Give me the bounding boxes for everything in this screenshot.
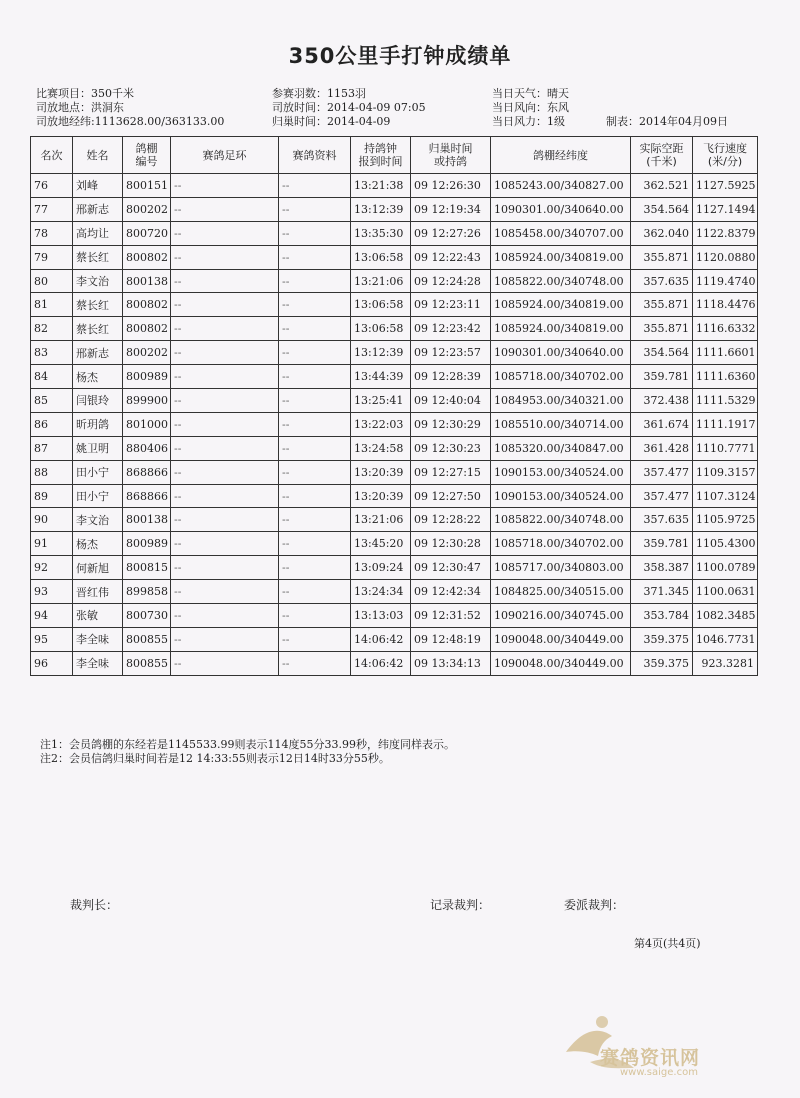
cell-speed: 1119.4740: [693, 269, 758, 293]
cell-ring: --: [171, 604, 279, 628]
cell-loft-coords: 1090301.00/340640.00: [491, 197, 631, 221]
cell-loft-id: 800989: [123, 532, 171, 556]
cell-clock-time: 13:24:58: [351, 436, 411, 460]
cell-bird-info: --: [279, 221, 351, 245]
cell-loft-coords: 1085510.00/340714.00: [491, 412, 631, 436]
cell-name: 蔡长红: [73, 317, 123, 341]
note-1: 注1：会员鸽棚的东经若是1145533.99则表示114度55分33.99秒，纬度同样表示。: [40, 738, 455, 751]
cell-rank: 89: [31, 484, 73, 508]
cell-speed: 1118.4476: [693, 293, 758, 317]
table-row: [31, 436, 758, 460]
cell-clock-time: 13:20:39: [351, 484, 411, 508]
cell-clock-time: 13:35:30: [351, 221, 411, 245]
cell-ring: --: [171, 580, 279, 604]
cell-bird-info: --: [279, 269, 351, 293]
cell-distance: 361.674: [631, 412, 693, 436]
cell-name: 李文治: [73, 508, 123, 532]
cell-name: 昕玥鸽: [73, 412, 123, 436]
cell-loft-coords: 1085243.00/340827.00: [491, 174, 631, 198]
cell-distance: 359.781: [631, 532, 693, 556]
cell-loft-id: 800802: [123, 317, 171, 341]
signature-chief-judge: 裁判长：: [70, 898, 119, 912]
cell-rank: 84: [31, 365, 73, 389]
cell-loft-coords: 1090048.00/340449.00: [491, 651, 631, 675]
cell-rank: 96: [31, 651, 73, 675]
cell-clock-time: 13:12:39: [351, 341, 411, 365]
cell-clock-time: 13:21:06: [351, 508, 411, 532]
cell-ring: --: [171, 651, 279, 675]
cell-bird-info: --: [279, 293, 351, 317]
cell-name: 高均让: [73, 221, 123, 245]
cell-rank: 93: [31, 580, 73, 604]
cell-bird-info: --: [279, 508, 351, 532]
cell-ring: --: [171, 627, 279, 651]
cell-loft-id: 880406: [123, 436, 171, 460]
cell-return-time: 09 12:27:15: [411, 460, 491, 484]
header-rank: 名次: [31, 137, 73, 174]
cell-return-time: 09 12:27:26: [411, 221, 491, 245]
cell-bird-info: --: [279, 197, 351, 221]
table-row: [31, 245, 758, 269]
cell-loft-coords: 1085924.00/340819.00: [491, 245, 631, 269]
cell-rank: 76: [31, 174, 73, 198]
cell-bird-info: --: [279, 532, 351, 556]
cell-bird-info: --: [279, 484, 351, 508]
cell-distance: 372.438: [631, 389, 693, 413]
info-return-date: 归巢时间：2014-04-09: [272, 115, 391, 128]
info-wind-force: 当日风力：1级: [492, 115, 565, 128]
cell-return-time: 09 12:30:28: [411, 532, 491, 556]
cell-ring: --: [171, 556, 279, 580]
cell-clock-time: 13:44:39: [351, 365, 411, 389]
cell-speed: 1120.0880: [693, 245, 758, 269]
cell-distance: 362.521: [631, 174, 693, 198]
cell-ring: --: [171, 484, 279, 508]
info-release-coordinates: 司放地经纬:1113628.00/363133.00: [36, 115, 225, 128]
cell-distance: 359.375: [631, 627, 693, 651]
cell-speed: 1111.6360: [693, 365, 758, 389]
cell-ring: --: [171, 389, 279, 413]
cell-ring: --: [171, 221, 279, 245]
cell-clock-time: 13:09:24: [351, 556, 411, 580]
cell-name: 张敏: [73, 604, 123, 628]
cell-speed: 1111.6601: [693, 341, 758, 365]
cell-loft-coords: 1085718.00/340702.00: [491, 365, 631, 389]
cell-loft-id: 800720: [123, 221, 171, 245]
cell-name: 蔡长红: [73, 245, 123, 269]
info-column-2: [272, 87, 426, 129]
cell-distance: 354.564: [631, 197, 693, 221]
cell-bird-info: --: [279, 436, 351, 460]
cell-name: 李全味: [73, 627, 123, 651]
table-row: [31, 627, 758, 651]
info-column-1: [36, 87, 224, 129]
info-event: 比赛项目：350千米: [36, 87, 134, 100]
cell-loft-id: 800802: [123, 245, 171, 269]
cell-bird-info: --: [279, 651, 351, 675]
cell-distance: 357.477: [631, 484, 693, 508]
cell-clock-time: 13:06:58: [351, 317, 411, 341]
cell-return-time: 09 12:30:29: [411, 412, 491, 436]
table-row: [31, 460, 758, 484]
cell-loft-coords: 1090216.00/340745.00: [491, 604, 631, 628]
cell-ring: --: [171, 245, 279, 269]
table-row: [31, 174, 758, 198]
cell-rank: 92: [31, 556, 73, 580]
cell-name: 田小宁: [73, 484, 123, 508]
cell-bird-info: --: [279, 412, 351, 436]
watermark-url: www.saige.com: [620, 1067, 698, 1078]
info-made-date: 制表：2014年04月09日: [606, 115, 728, 128]
cell-loft-id: 899900: [123, 389, 171, 413]
cell-bird-info: --: [279, 174, 351, 198]
info-weather: 当日天气：晴天: [492, 87, 569, 100]
cell-rank: 78: [31, 221, 73, 245]
cell-loft-coords: 1085924.00/340819.00: [491, 293, 631, 317]
cell-return-time: 09 12:23:42: [411, 317, 491, 341]
header-return-time: 归巢时间 或持鸽: [411, 137, 491, 174]
cell-bird-info: --: [279, 604, 351, 628]
cell-loft-id: 800138: [123, 508, 171, 532]
table-row: [31, 556, 758, 580]
cell-loft-id: 800802: [123, 293, 171, 317]
cell-rank: 88: [31, 460, 73, 484]
cell-clock-time: 13:12:39: [351, 197, 411, 221]
cell-bird-info: --: [279, 460, 351, 484]
cell-loft-coords: 1090153.00/340524.00: [491, 484, 631, 508]
cell-loft-id: 800202: [123, 197, 171, 221]
cell-bird-info: --: [279, 341, 351, 365]
cell-clock-time: 13:21:38: [351, 174, 411, 198]
cell-speed: 1109.3157: [693, 460, 758, 484]
cell-clock-time: 13:20:39: [351, 460, 411, 484]
cell-name: 杨杰: [73, 365, 123, 389]
cell-rank: 79: [31, 245, 73, 269]
cell-return-time: 09 12:24:28: [411, 269, 491, 293]
cell-distance: 371.345: [631, 580, 693, 604]
table-row: [31, 293, 758, 317]
cell-speed: 1110.7771: [693, 436, 758, 460]
cell-loft-id: 800989: [123, 365, 171, 389]
info-column-3: [492, 87, 569, 129]
cell-rank: 81: [31, 293, 73, 317]
page-title: 350公里手打钟成绩单: [288, 44, 512, 68]
cell-ring: --: [171, 508, 279, 532]
cell-speed: 1105.4300: [693, 532, 758, 556]
cell-speed: 1100.0789: [693, 556, 758, 580]
cell-ring: --: [171, 436, 279, 460]
cell-clock-time: 13:24:34: [351, 580, 411, 604]
cell-distance: 357.477: [631, 460, 693, 484]
cell-loft-coords: 1085717.00/340803.00: [491, 556, 631, 580]
cell-ring: --: [171, 197, 279, 221]
cell-ring: --: [171, 269, 279, 293]
cell-ring: --: [171, 317, 279, 341]
cell-clock-time: 14:06:42: [351, 651, 411, 675]
cell-bird-info: --: [279, 627, 351, 651]
table-row: [31, 604, 758, 628]
cell-name: 邢新志: [73, 197, 123, 221]
header-distance: 实际空距 (千米): [631, 137, 693, 174]
cell-return-time: 09 12:40:04: [411, 389, 491, 413]
cell-speed: 923.3281: [693, 651, 758, 675]
cell-loft-coords: 1085822.00/340748.00: [491, 269, 631, 293]
cell-clock-time: 13:06:58: [351, 245, 411, 269]
cell-rank: 82: [31, 317, 73, 341]
cell-ring: --: [171, 365, 279, 389]
cell-loft-id: 800815: [123, 556, 171, 580]
header-loft-id: 鸽棚 编号: [123, 137, 171, 174]
table-row: [31, 389, 758, 413]
table-row: [31, 508, 758, 532]
cell-loft-coords: 1085924.00/340819.00: [491, 317, 631, 341]
cell-return-time: 09 13:34:13: [411, 651, 491, 675]
page-number: 第4页(共4页): [634, 937, 701, 950]
cell-loft-id: 800138: [123, 269, 171, 293]
cell-rank: 87: [31, 436, 73, 460]
cell-return-time: 09 12:22:43: [411, 245, 491, 269]
cell-loft-coords: 1084825.00/340515.00: [491, 580, 631, 604]
cell-clock-time: 13:13:03: [351, 604, 411, 628]
header-name: 姓名: [73, 137, 123, 174]
table-row: [31, 412, 758, 436]
cell-ring: --: [171, 532, 279, 556]
cell-loft-coords: 1084953.00/340321.00: [491, 389, 631, 413]
signature-recording-judge: 记录裁判：: [430, 898, 491, 912]
cell-speed: 1107.3124: [693, 484, 758, 508]
cell-speed: 1127.5925: [693, 174, 758, 198]
cell-loft-coords: 1085458.00/340707.00: [491, 221, 631, 245]
cell-name: 蔡长红: [73, 293, 123, 317]
cell-loft-coords: 1090301.00/340640.00: [491, 341, 631, 365]
table-row: [31, 365, 758, 389]
cell-loft-coords: 1090048.00/340449.00: [491, 627, 631, 651]
info-release-time: 司放时间：2014-04-09 07:05: [272, 101, 426, 114]
cell-clock-time: 13:45:20: [351, 532, 411, 556]
cell-speed: 1111.5329: [693, 389, 758, 413]
cell-name: 邢新志: [73, 341, 123, 365]
cell-speed: 1111.1917: [693, 412, 758, 436]
cell-clock-time: 13:22:03: [351, 412, 411, 436]
cell-name: 晋红伟: [73, 580, 123, 604]
cell-speed: 1082.3485: [693, 604, 758, 628]
cell-rank: 77: [31, 197, 73, 221]
cell-loft-id: 800730: [123, 604, 171, 628]
cell-distance: 357.635: [631, 269, 693, 293]
cell-return-time: 09 12:42:34: [411, 580, 491, 604]
cell-loft-coords: 1085822.00/340748.00: [491, 508, 631, 532]
cell-rank: 90: [31, 508, 73, 532]
cell-ring: --: [171, 293, 279, 317]
cell-name: 李文治: [73, 269, 123, 293]
cell-rank: 95: [31, 627, 73, 651]
cell-return-time: 09 12:19:34: [411, 197, 491, 221]
cell-distance: 355.871: [631, 245, 693, 269]
cell-name: 闫银玲: [73, 389, 123, 413]
cell-speed: 1046.7731: [693, 627, 758, 651]
cell-rank: 86: [31, 412, 73, 436]
cell-clock-time: 13:25:41: [351, 389, 411, 413]
cell-clock-time: 14:06:42: [351, 627, 411, 651]
signature-delegated-judge: 委派裁判：: [564, 898, 625, 912]
info-wind-direction: 当日风向：东风: [492, 101, 569, 114]
table-row: [31, 269, 758, 293]
cell-return-time: 09 12:30:47: [411, 556, 491, 580]
cell-return-time: 09 12:28:22: [411, 508, 491, 532]
header-bird-info: 赛鸽资料: [279, 137, 351, 174]
cell-loft-id: 800151: [123, 174, 171, 198]
cell-loft-id: 868866: [123, 460, 171, 484]
cell-loft-id: 800855: [123, 651, 171, 675]
cell-distance: 362.040: [631, 221, 693, 245]
cell-clock-time: 13:06:58: [351, 293, 411, 317]
cell-loft-id: 868866: [123, 484, 171, 508]
cell-distance: 357.635: [631, 508, 693, 532]
cell-return-time: 09 12:23:57: [411, 341, 491, 365]
cell-distance: 358.387: [631, 556, 693, 580]
cell-ring: --: [171, 460, 279, 484]
cell-distance: 353.784: [631, 604, 693, 628]
cell-rank: 83: [31, 341, 73, 365]
cell-bird-info: --: [279, 365, 351, 389]
table-row: [31, 221, 758, 245]
cell-name: 何新旭: [73, 556, 123, 580]
cell-bird-info: --: [279, 245, 351, 269]
table-row: [31, 197, 758, 221]
cell-distance: 354.564: [631, 341, 693, 365]
cell-rank: 91: [31, 532, 73, 556]
cell-loft-coords: 1090153.00/340524.00: [491, 460, 631, 484]
table-header-row: [31, 137, 758, 174]
cell-loft-id: 800855: [123, 627, 171, 651]
table-row: [31, 484, 758, 508]
results-table: [30, 136, 758, 676]
cell-distance: 359.375: [631, 651, 693, 675]
table-row: [31, 651, 758, 675]
header-clock-time: 持鸽钟 报到时间: [351, 137, 411, 174]
cell-name: 刘峰: [73, 174, 123, 198]
header-speed: 飞行速度 (米/分): [693, 137, 758, 174]
header-ring: 赛鸽足环: [171, 137, 279, 174]
cell-clock-time: 13:21:06: [351, 269, 411, 293]
cell-distance: 359.781: [631, 365, 693, 389]
cell-loft-coords: 1085320.00/340847.00: [491, 436, 631, 460]
cell-loft-id: 899858: [123, 580, 171, 604]
cell-name: 姚卫明: [73, 436, 123, 460]
cell-loft-coords: 1085718.00/340702.00: [491, 532, 631, 556]
cell-bird-info: --: [279, 317, 351, 341]
cell-ring: --: [171, 412, 279, 436]
cell-speed: 1116.6332: [693, 317, 758, 341]
note-2: 注2：会员信鸽归巢时间若是12 14:33:55则表示12日14时33分55秒。: [40, 752, 390, 765]
cell-name: 李全味: [73, 651, 123, 675]
info-entries: 参赛羽数：1153羽: [272, 87, 366, 100]
cell-ring: --: [171, 174, 279, 198]
cell-bird-info: --: [279, 389, 351, 413]
cell-ring: --: [171, 341, 279, 365]
cell-return-time: 09 12:30:23: [411, 436, 491, 460]
cell-loft-id: 801000: [123, 412, 171, 436]
cell-return-time: 09 12:23:11: [411, 293, 491, 317]
table-row: [31, 341, 758, 365]
notes: [40, 738, 455, 766]
cell-rank: 94: [31, 604, 73, 628]
cell-bird-info: --: [279, 580, 351, 604]
cell-return-time: 09 12:28:39: [411, 365, 491, 389]
cell-rank: 85: [31, 389, 73, 413]
cell-distance: 355.871: [631, 317, 693, 341]
table-row: [31, 580, 758, 604]
cell-speed: 1105.9725: [693, 508, 758, 532]
cell-bird-info: --: [279, 556, 351, 580]
cell-return-time: 09 12:31:52: [411, 604, 491, 628]
cell-distance: 361.428: [631, 436, 693, 460]
header-loft-coords: 鸽棚经纬度: [491, 137, 631, 174]
cell-return-time: 09 12:26:30: [411, 174, 491, 198]
cell-return-time: 09 12:48:19: [411, 627, 491, 651]
cell-speed: 1100.0631: [693, 580, 758, 604]
cell-return-time: 09 12:27:50: [411, 484, 491, 508]
watermark-text: 赛鸽资讯网: [600, 1047, 701, 1069]
cell-speed: 1122.8379: [693, 221, 758, 245]
cell-loft-id: 800202: [123, 341, 171, 365]
cell-rank: 80: [31, 269, 73, 293]
cell-speed: 1127.1494: [693, 197, 758, 221]
cell-distance: 355.871: [631, 293, 693, 317]
info-release-location: 司放地点：洪洞东: [36, 101, 124, 114]
table-row: [31, 317, 758, 341]
cell-name: 杨杰: [73, 532, 123, 556]
cell-name: 田小宁: [73, 460, 123, 484]
table-row: [31, 532, 758, 556]
